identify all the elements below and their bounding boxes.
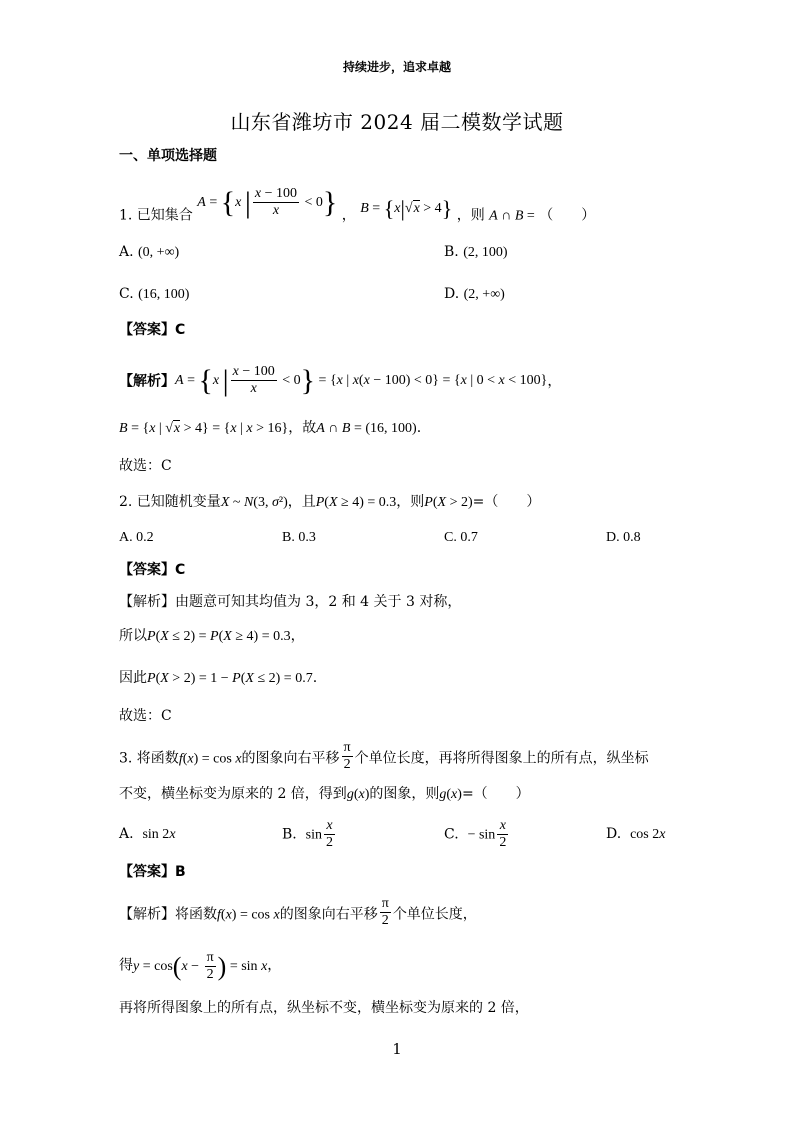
q1-answer: 【答案】C — [119, 322, 186, 338]
page-number: 1 — [392, 1040, 402, 1058]
q1-paren: （ ） — [539, 207, 596, 224]
q3-option-a: A. sin 2x — [119, 826, 176, 842]
page-title: 山东省潍坊市 2024 届二模数学试题 — [230, 110, 564, 134]
set-a-definition: A = {x | $\frac{x - 100}{x}$ < 0} — [197, 185, 338, 219]
q3-option-d: D. cos 2x — [606, 826, 666, 842]
q2-analysis-line-2: 所以P(X ≤ 2) = P(X ≥ 4) = 0.3， — [119, 628, 305, 644]
q1-option-d: D. (2, +∞) — [444, 286, 505, 302]
q3-analysis-line-1: 【解析】将函数f(x) = cos x的图象向右平移 $\frac{\pi}{2}$ 个单位长度， — [119, 896, 477, 928]
q1-comma: ， — [341, 207, 356, 224]
q2-analysis: 【解析】由题意可知其均值为 3，2 和 4 关于 3 对称， — [119, 594, 462, 610]
q1-option-c: C. (16, 100) — [119, 286, 190, 302]
q3-analysis-line-2: 得y = cos(x − $\frac{\pi}{2}$ ) = sin x， — [119, 950, 282, 982]
page-header: 持续进步，追求卓越 — [342, 60, 451, 74]
set-b-definition: B = {x|√x > 4} — [360, 195, 453, 221]
q2-option-b: B. 0.3 — [282, 530, 316, 545]
q2-analysis-line-3: 因此P(X > 2) = 1 − P(X ≤ 2) = 0.7. — [119, 670, 318, 686]
q1-prefix: 1. 已知集合 — [119, 207, 193, 224]
q2-option-a: A. 0.2 — [119, 530, 154, 545]
question-1 — [119, 185, 596, 233]
q3-answer: 【答案】B — [119, 864, 186, 880]
q1-suffix: ，则 — [456, 207, 485, 224]
q1-analysis-line-1: 【解析】A = {x | $\frac{x - 100}{x}$ < 0} = {x | x(x − 100) < 0} = {x | 0 < x < 100}， — [119, 363, 562, 397]
q2-option-c: C. 0.7 — [444, 530, 478, 545]
section-heading: 一、单项选择题 — [119, 148, 217, 164]
q1-analysis-line-2: B = {x | √x > 4} = {x | x > 16}，故A ∩ B = (16, 100). — [119, 420, 422, 436]
q3-option-c: C. − sin $\frac{x}{2}$ — [444, 818, 507, 850]
q3-option-b: B. sin $\frac{x}{2}$ — [282, 818, 333, 850]
question-2: 2. 已知随机变量X ~ N(3, σ²)，且P(X ≥ 4) = 0.3，则P(X > 2)=（ ） — [119, 494, 541, 510]
q2-answer: 【答案】C — [119, 562, 186, 578]
q1-expression: A ∩ B = — [489, 208, 535, 224]
question-3-line-1: 3. 将函数f(x) = cos x的图象向右平移 $\frac{\pi}{2}$ 个单位长度，再将所得图象上的所有点，纵坐标 — [119, 740, 649, 772]
question-3-line-2: 不变，横坐标变为原来的 2 倍，得到g(x)的图象，则g(x)=（ ） — [119, 786, 530, 802]
q2-option-d: D. 0.8 — [606, 530, 641, 545]
q1-result: 故选：C — [119, 458, 172, 474]
q3-analysis-line-3: 再将所得图象上的所有点，纵坐标不变，横坐标变为原来的 2 倍， — [119, 1000, 529, 1016]
q1-option-a: A. (0, +∞) — [119, 244, 180, 260]
q1-option-b: B. (2, 100) — [444, 244, 508, 260]
q2-result: 故选：C — [119, 708, 172, 724]
